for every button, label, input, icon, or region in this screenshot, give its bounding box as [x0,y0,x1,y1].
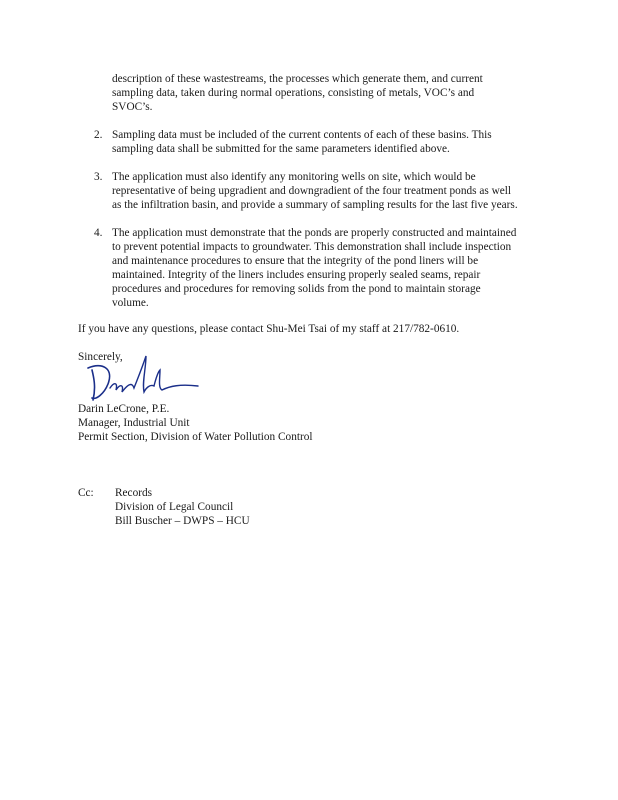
item-3-line-3: as the infiltration basin, and provide a summary of sampling results for the last five years. [112,199,518,211]
signature-image [84,348,204,408]
cc-recipient-legal: Division of Legal Council [115,501,234,513]
item-4-line-2: to prevent potential impacts to groundwater. This demonstration shall include inspection [112,241,512,253]
item-4-line-1: The application must demonstrate that the ponds are properly constructed and maintained [112,227,517,239]
cc-label: Cc: [78,487,94,499]
item1-line-3: SVOC’s. [112,101,153,113]
signer-title: Manager, Industrial Unit [78,417,190,429]
item-3-line-1: The application must also identify any monitoring wells on site, which would be [112,171,476,183]
item1-line-2: sampling data, taken during normal operations, consisting of metals, VOC’s and [112,87,475,99]
item-4-number: 4. [94,227,103,239]
cc-recipient-records: Records [115,487,153,499]
item-2-line-2: sampling data shall be submitted for the same parameters identified above. [112,143,450,155]
closing: Sincerely, [78,351,123,363]
item-4-line-6: volume. [112,297,149,309]
signer-section: Permit Section, Division of Water Pollution Control [78,431,313,443]
item-4-line-4: maintained. Integrity of the liners includes ensuring properly sealed seams, repair [112,269,481,281]
item-2-line-1: Sampling data must be included of the current contents of each of these basins. This [112,129,492,141]
item-3-line-2: representative of being upgradient and downgradient of the four treatment ponds as well [112,185,512,197]
signer-name: Darin LeCrone, P.E. [78,403,170,415]
item-4-line-5: procedures and procedures for removing solids from the pond to maintain storage [112,283,481,295]
contact-line: If you have any questions, please contact Shu-Mei Tsai of my staff at 217/782-0610. [78,323,460,335]
item1-line-1: description of these wastestreams, the processes which generate them, and current [112,73,483,85]
item-2-number: 2. [94,129,103,141]
cc-recipient-buscher: Bill Buscher – DWPS – HCU [115,515,250,527]
item-3-number: 3. [94,171,103,183]
item-4-line-3: and maintenance procedures to ensure that the integrity of the pond liners will be [112,255,479,267]
